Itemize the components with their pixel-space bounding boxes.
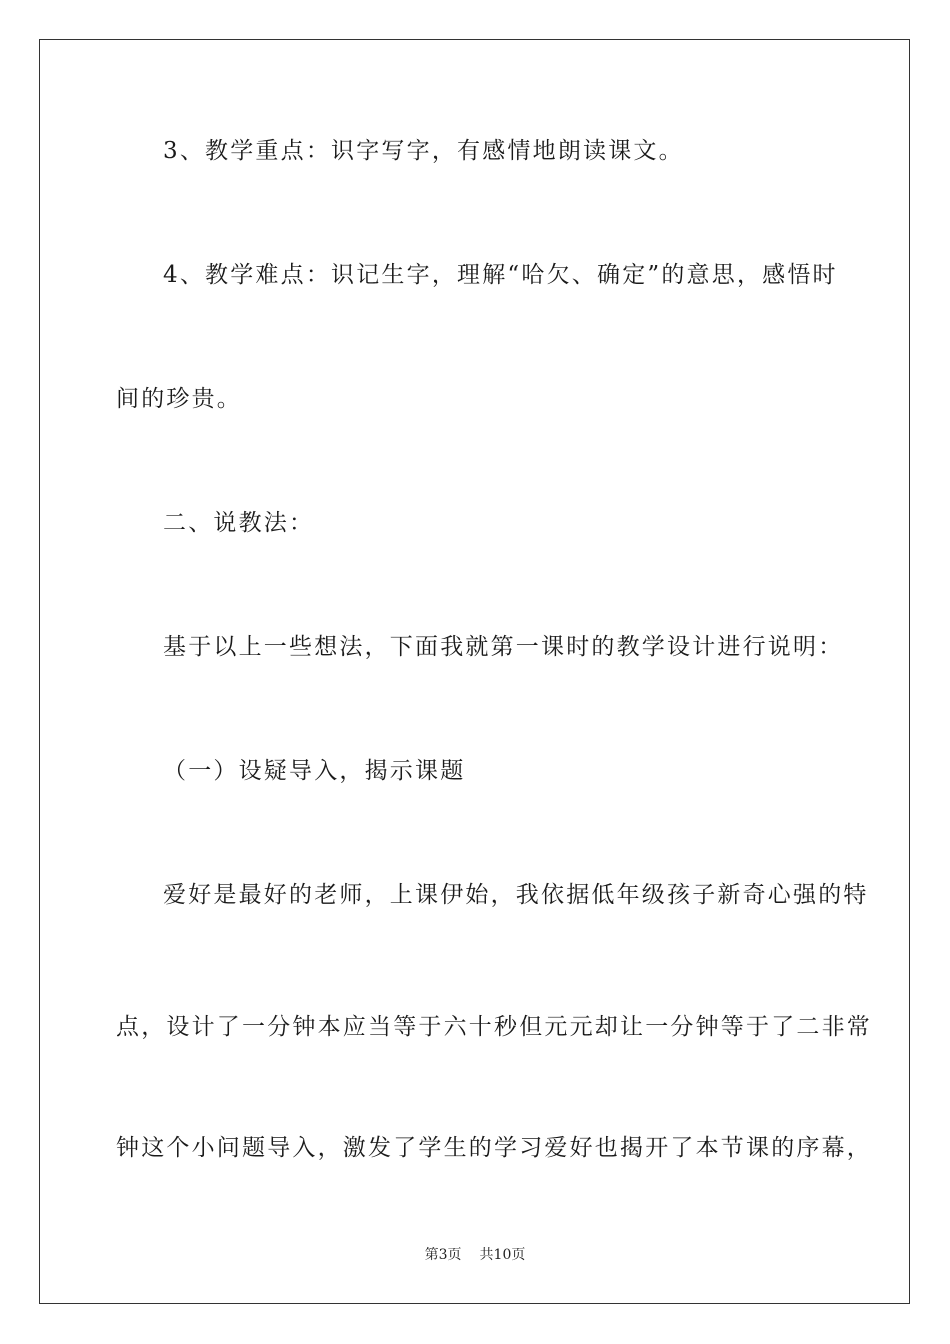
paragraph-body-line-3: 钟这个小问题导入，激发了学生的学习爱好也揭开了本节课的序幕， [116, 1135, 872, 1161]
paragraph-intro: 基于以上一些想法，下面我就第一课时的教学设计进行说明： [163, 634, 844, 660]
paragraph-body-line-2: 点，设计了一分钟本应当等于六十秒但元元却让一分钟等于了二非常 [116, 1014, 872, 1040]
section-heading-teaching-method: 二、说教法： [163, 510, 315, 536]
page-total: 共10页 [479, 1247, 526, 1263]
page-number: 第3页 [424, 1247, 462, 1263]
page-frame [39, 39, 910, 1304]
page-footer [0, 1246, 950, 1264]
paragraph-teaching-difficulty: 4、教学难点：识记生字，理解“哈欠、确定”的意思，感悟时 [163, 262, 838, 288]
subsection-heading-1: （一）设疑导入，揭示课题 [163, 758, 466, 784]
paragraph-body-line-1: 爱好是最好的老师，上课伊始，我依据低年级孩子新奇心强的特 [163, 882, 869, 908]
paragraph-teaching-difficulty-cont: 间的珍贵。 [116, 386, 242, 412]
paragraph-teaching-focus: 3、教学重点：识字写字，有感情地朗读课文。 [163, 138, 684, 164]
